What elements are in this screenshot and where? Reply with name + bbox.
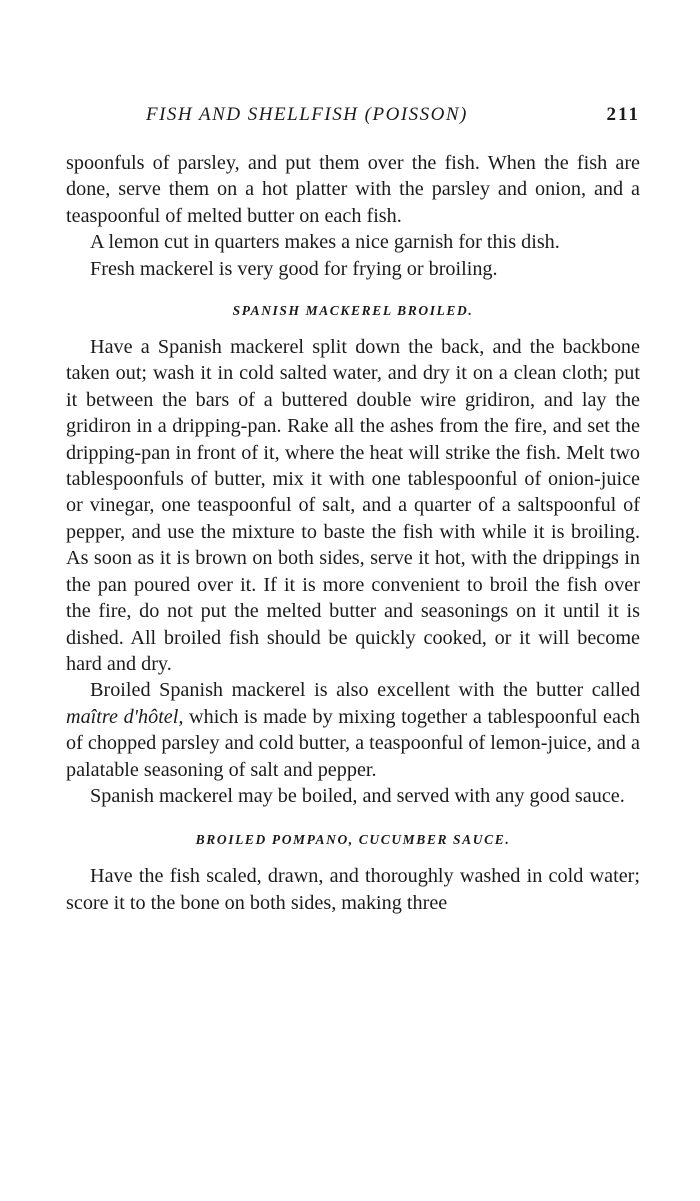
paragraph: Fresh mackerel is very good for frying or broiling.: [90, 257, 498, 280]
running-head: [66, 104, 640, 134]
body-text: [66, 150, 640, 916]
paragraph: Have a Spanish mackerel split down the back, and the backbone taken out; wash it in cold salted water, and dry it on a clean cloth; put it between the bars of a buttered double wire gridiron, and lay the gridiron in a dripping-pan. Rake all the ashes from the fire, and set the dripping-pan in front of it, where the heat will strike the fish. Melt two tablespoonfuls of butter, mix it with one tablespoonful of onion-juice or vinegar, one teaspoonful of salt, and a quarter of a saltspoonful of pepper, and use the mixture to baste the fish with while it is broiling. As soon as it is brown on both sides, serve it hot, with the drippings in the pan poured over it. If it is more convenient to broil the fish over the fire, do not put the melted butter and seasonings on it until it is dished. All broiled fish should be quickly cooked, or it will become hard and dry.: [66, 336, 640, 675]
paragraph: spoonfuls of parsley, and put them over the fish. When the fish are done, serve them on a hot platter with the parsley and onion, and a teaspoonful of melted butter on each fish.: [66, 152, 640, 227]
italic-term: maître d'hôtel,: [66, 705, 184, 728]
paragraph: Spanish mackerel may be boiled, and served with any good sauce.: [90, 784, 625, 807]
text-run: which is made by mixing together a tablespoonful each of chopped parsley and cold butter, a teaspoonful of lemon-juice, and a palatable seasoning of salt and pepper.: [66, 705, 641, 781]
recipe-title: BROILED POMPANO, CUCUMBER SAUCE.: [195, 832, 511, 848]
page-number: 211: [606, 104, 640, 125]
text-run: Broiled Spanish mackerel is also excellent with the butter called: [90, 679, 640, 702]
paragraph: A lemon cut in quarters makes a nice garnish for this dish.: [90, 231, 560, 254]
paragraph: [66, 677, 640, 783]
running-title: FISH AND SHELLFISH (POISSON): [146, 104, 468, 125]
recipe-title: SPANISH MACKEREL BROILED.: [232, 303, 474, 319]
paragraph: Have the fish scaled, drawn, and thoroughly washed in cold water; score it to the bone on both sides, making three: [66, 865, 640, 914]
